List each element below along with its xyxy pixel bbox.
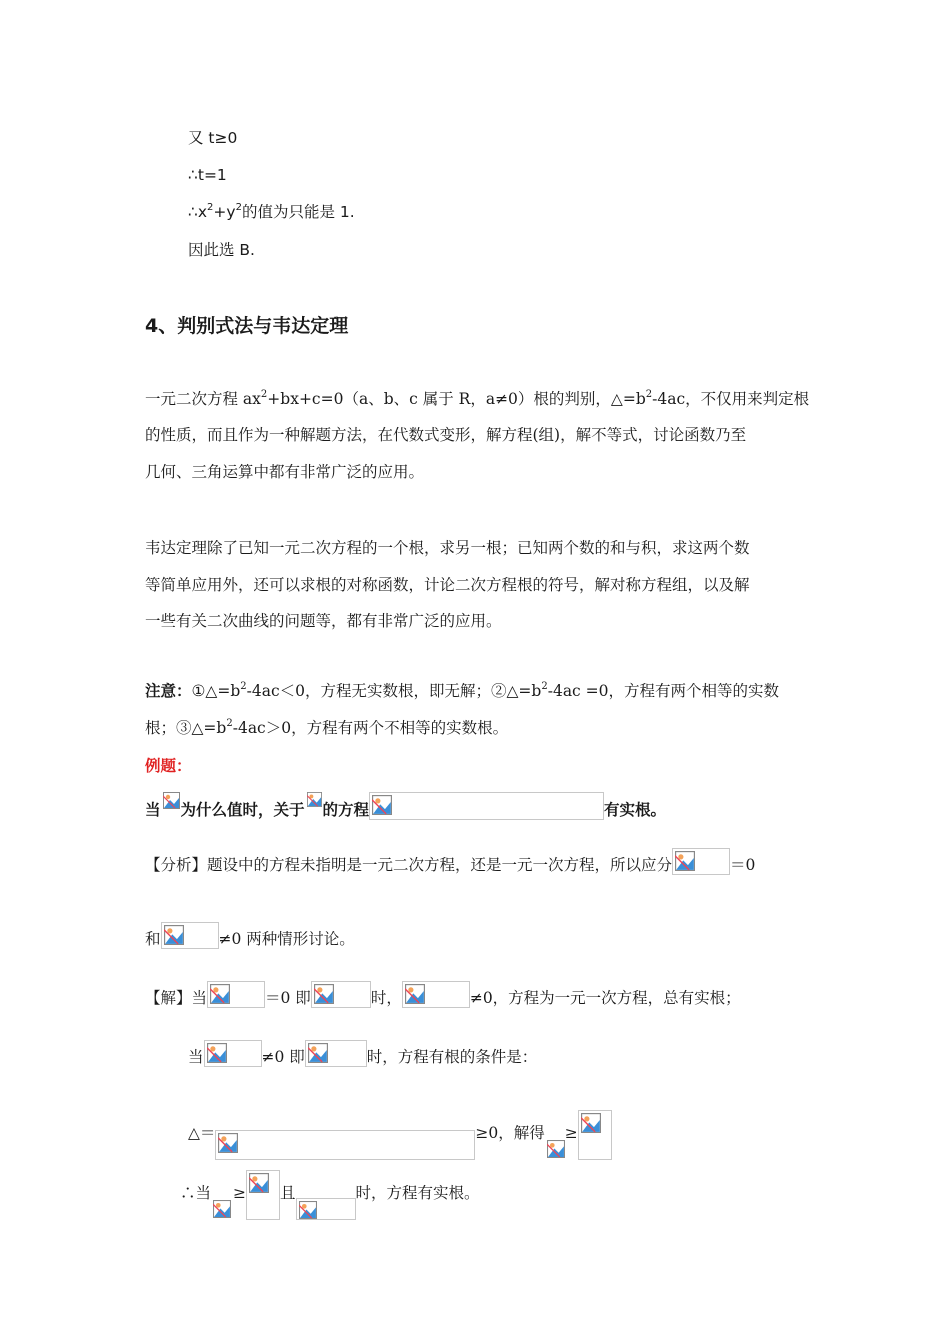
formula-image-s1b (311, 981, 371, 1008)
formula-image-s4 (296, 1198, 356, 1220)
formula-image-k-final (211, 1198, 233, 1220)
formula-image-s2a (204, 1040, 262, 1067)
formula-image-s2b (305, 1040, 367, 1067)
solution-line-4: ∴当 ≥ 且 时，方程有实根。 (180, 1170, 480, 1220)
broken-image-icon (372, 795, 392, 815)
solution-line-1: 【解】当 ＝0 即 时， ≠0，方程为一元一次方程，总有实根； (145, 981, 741, 1008)
step-line-3: $\therefore x^2+y^2$的值为只能是 1. (188, 202, 355, 221)
broken-image-icon (213, 1200, 231, 1218)
broken-image-icon (210, 984, 230, 1004)
formula-image-coef-zero (672, 848, 730, 875)
analysis-line-1: 【分析】题设中的方程未指明是一元二次方程，还是一元一次方程，所以应分 ＝0 (145, 848, 755, 875)
broken-image-icon (163, 792, 180, 809)
broken-image-icon (299, 1201, 317, 1219)
formula-image-coef-nonzero (161, 922, 219, 949)
formula-image-equation (369, 792, 604, 820)
broken-image-icon (405, 984, 425, 1004)
formula-image-x (305, 790, 323, 820)
formula-image-fraction-2 (246, 1170, 280, 1220)
formula-image-k-result (545, 1138, 565, 1160)
broken-image-icon (249, 1173, 269, 1193)
para2-line-1: 韦达定理除了已知一元二次方程的一个根，求另一根；已知两个数的和与积，求这两个数 (145, 539, 750, 557)
para1-line-1: 一元二次方程 $ax^2+bx+c=0(a$、b、c 属于 R，a≠0）根的判别，$\triangle=b^2-4ac$，不仅用来判定根 (145, 389, 810, 408)
step-line-4: 因此选 B. (188, 241, 255, 259)
note-line-1: 注意：$①\triangle=b^2-4ac<0$，方程无实数根，即无解；$②\triangle=b^2-4ac =0$，方程有两个相等的实数 (145, 681, 780, 700)
solution-line-3: △＝ ≥0，解得 ≥ (188, 1110, 612, 1160)
formula-image-fraction-1 (578, 1110, 612, 1160)
broken-image-icon (547, 1140, 565, 1158)
broken-image-icon (581, 1113, 601, 1133)
broken-image-icon (314, 984, 334, 1004)
example-question: 当 为什么值时，关于 的方程 有实根。 (145, 790, 666, 820)
note-label: 注意： (145, 682, 192, 700)
example-label: 例题： (145, 757, 192, 775)
section-heading: 4、判别式法与韦达定理 (145, 315, 349, 337)
broken-image-icon (307, 792, 322, 807)
para1-line-2: 的性质，而且作为一种解题方法，在代数式变形，解方程(组)，解不等式，讨论函数乃至 (145, 426, 747, 444)
broken-image-icon (207, 1043, 227, 1063)
para2-line-3: 一些有关二次曲线的问题等，都有非常广泛的应用。 (145, 612, 502, 630)
formula-image-s1c (402, 981, 470, 1008)
solution-line-2: 当 ≠0 即 时，方程有根的条件是： (188, 1040, 537, 1067)
note-line-2: 根；$③\triangle=b^2-4ac>0$，方程有两个不相等的实数根。 (145, 718, 509, 737)
analysis-line-2: 和 ≠0 两种情形讨论。 (145, 922, 355, 949)
formula-image-k (161, 790, 181, 820)
formula-image-delta (215, 1130, 475, 1160)
step-line-2: ∴t=1 (188, 166, 227, 184)
para2-line-2: 等简单应用外，还可以求根的对称函数，计论二次方程根的符号，解对称方程组，以及解 (145, 576, 750, 594)
broken-image-icon (164, 925, 184, 945)
broken-image-icon (308, 1043, 328, 1063)
step-line-1: 又 t≥0 (188, 129, 238, 147)
broken-image-icon (675, 851, 695, 871)
broken-image-icon (218, 1133, 238, 1153)
para1-line-3: 几何、三角运算中都有非常广泛的应用。 (145, 463, 425, 481)
formula-image-s1a (207, 981, 265, 1008)
